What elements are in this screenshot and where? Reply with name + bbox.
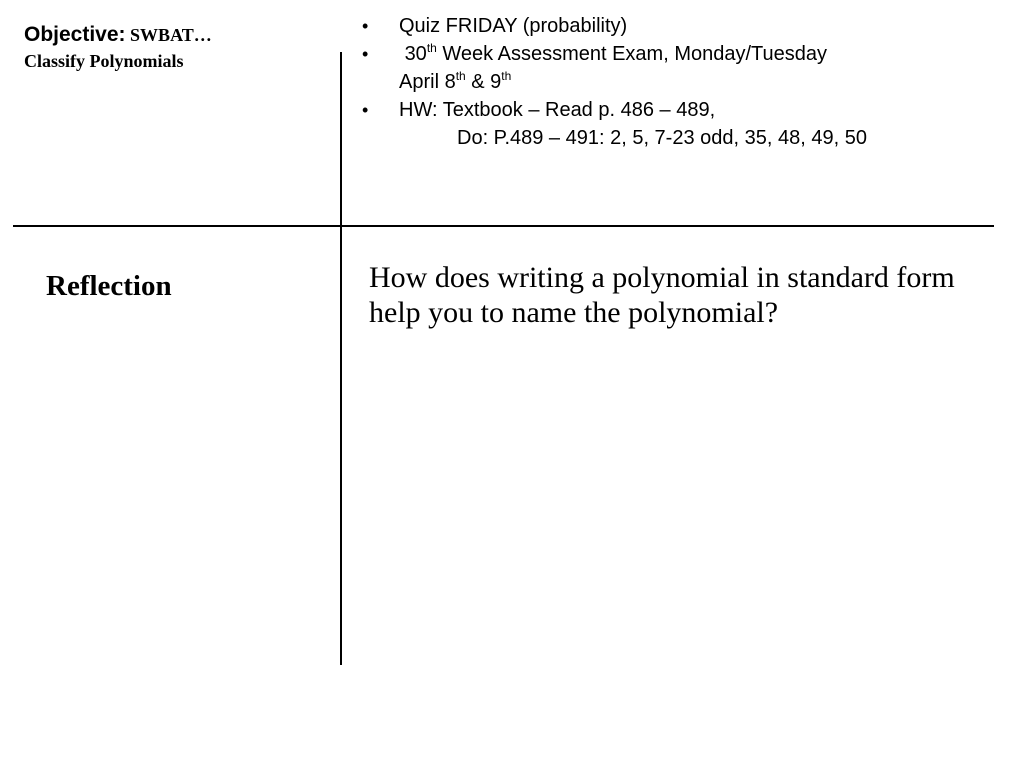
- agenda-item-text: Quiz FRIDAY (probability): [399, 15, 628, 37]
- reflection-heading: Reflection: [46, 270, 172, 302]
- agenda-item-assessment: [360, 40, 1010, 68]
- objective-label: Objective:: [24, 23, 126, 46]
- homework-problems-text: Do: P.489 – 491: 2, 5, 7-23 odd, 35, 48, 49, 50: [457, 127, 867, 149]
- agenda-item-homework: [360, 96, 1010, 124]
- ordinal-suffix: th: [455, 69, 466, 83]
- agenda-list: [360, 12, 1010, 152]
- agenda-item-text: [399, 43, 827, 65]
- ordinal-suffix: th: [426, 41, 437, 55]
- bullet-icon: •: [362, 100, 369, 120]
- objective-block: [24, 21, 324, 72]
- horizontal-divider: [13, 225, 994, 227]
- objective-text: Classify Polynomials: [24, 51, 184, 71]
- vertical-divider: [340, 52, 342, 665]
- agenda-item-assessment-dates: [360, 68, 1010, 96]
- assessment-date-mid: & 9: [465, 71, 502, 93]
- reflection-question: How does writing a polynomial in standard form help you to name the polynomial?: [369, 261, 955, 329]
- agenda-item-homework-problems: [360, 124, 1010, 152]
- homework-read-text: HW: Textbook – Read p. 486 – 489,: [399, 99, 716, 121]
- objective-swbat: SWBAT…: [125, 25, 212, 45]
- assessment-text: Week Assessment Exam, Monday/Tuesday: [436, 43, 827, 65]
- bullet-icon: •: [362, 16, 369, 36]
- ordinal-suffix: th: [501, 69, 512, 83]
- agenda-item-quiz: [360, 12, 1010, 40]
- bullet-icon: •: [362, 44, 369, 64]
- week-number: 30: [404, 43, 427, 65]
- assessment-date-prefix: April 8: [399, 71, 456, 93]
- objective-line: [24, 21, 324, 50]
